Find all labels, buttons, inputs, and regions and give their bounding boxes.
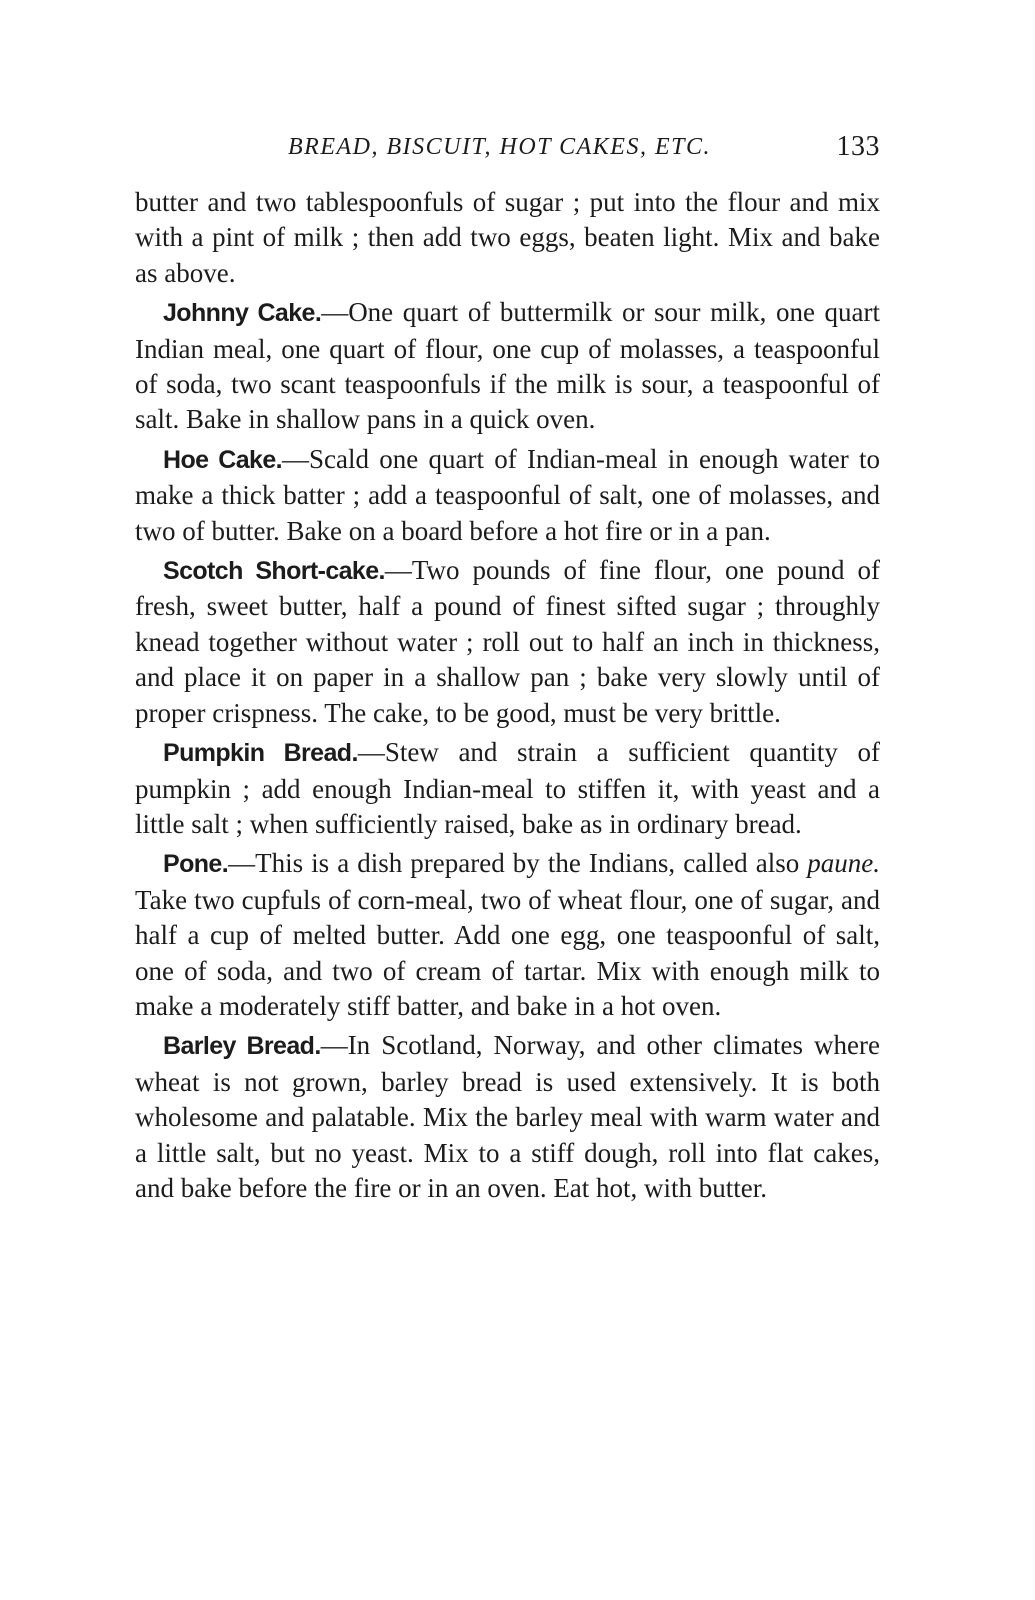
recipe-hoe-cake [135,442,880,549]
recipe-body: —Stew and strain a sufficient quantity of pumpkin ; add enough Indian-meal to stiffen it, with yeast and a little salt ; when sufficiently raised, bake as in ordinary bread. [135,737,880,839]
recipe-heading: Pumpkin Bread. [163,739,358,768]
recipe-heading: Johnny Cake. [163,299,322,328]
recipe-heading: Barley Bread. [163,1032,321,1061]
recipe-body-intro: —This is a dish prepared by the Indians, called also [228,848,808,879]
recipe-heading: Scotch Short-cake. [163,557,385,586]
recipe-pumpkin-bread [135,735,880,842]
recipe-body: —One quart of buttermilk or sour milk, one quart Indian meal, one quart of flour, one cup of molasses, a teaspoonful of soda, two scant teaspoonfuls if the milk is sour, a teaspoonful of salt. Bake in shallow pans in a quick oven. [135,297,880,435]
recipe-body: —Scald one quart of Indian-meal in enough water to make a thick batter ; add a teaspoonful of salt, one of molasses, and two of butter. Bake on a board before a hot fire or in a pan. [135,443,880,546]
paragraph-continuation [135,185,880,291]
recipe-body: —Two pounds of fine flour, one pound of fresh, sweet butter, half a pound of finest sifted sugar ; throughly knead together without water ; roll out to half an inch in thickness, and place it on paper in a shallow pan ; bake very slowly until of proper crispness. The cake, to be good, must be very brittle. [135,555,880,728]
paragraph-body: butter and two tablespoonfuls of sugar ; put into the flour and mix with a pint of milk ; then add two eggs, beaten light. Mix and bake as above. [135,187,880,288]
recipe-body: —In Scotland, Norway, and other climates where wheat is not grown, barley bread is used extensively. It is both wholesome and palatable. Mix the barley meal with warm water and a little salt, but no yeast. Mix to a stiff dough, roll into flat cakes, and bake before the fire or in an oven. Eat hot, with butter. [135,1030,880,1203]
recipe-italic-term: paune. [807,848,880,879]
recipe-heading: Pone. [163,850,229,879]
recipe-barley-bread [135,1028,880,1206]
recipe-pone [135,846,880,1024]
recipe-heading: Hoe Cake. [163,445,283,474]
page-number: 133 [836,131,880,162]
recipe-johnny-cake [135,295,880,438]
running-head [140,132,880,172]
text-block [135,185,880,1206]
running-title: BREAD, BISCUIT, HOT CAKES, ETC. [288,134,711,160]
recipe-scotch-short-cake [135,553,880,731]
recipe-body: Take two cupfuls of corn-meal, two of wheat flour, one of sugar, and half a cup of melted butter. Add one egg, one teaspoonful of salt, one of soda, and two of cream of tartar. Mix with enough milk to make a moderately stiff batter, and bake in a hot oven. [135,884,880,1021]
